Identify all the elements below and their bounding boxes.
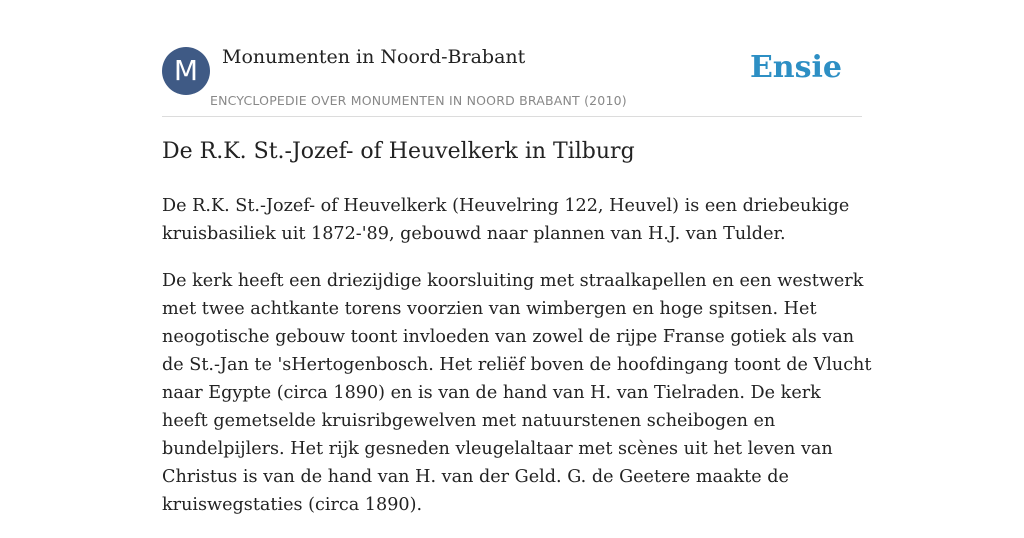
paragraph: De kerk heeft een driezijdige koorsluiting met straalkapellen en een westwerk met twee achtkante torens voorzien van wimbergen en hoge spitsen. Het neogotische gebouw toont invloeden van zowel de rijpe Franse gotiek als van de St.-Jan te 'sHertogenbosch. Het reliëf boven de hoofdingang toont de Vlucht naar Egypte (circa 1890) en is van de hand van H. van Tielraden. De kerk heeft gemetselde kruisribgewelven met natuurstenen scheibogen en bundelpijlers. Het rijk gesneden vleugelaltaar met scènes uit het leven van Christus is van de hand van H. van der Geld. G. de Geetere maakte de kruiswegstaties (circa 1890).	[162, 271, 872, 515]
source-header	[162, 40, 862, 117]
ensie-logo[interactable]: Ensie	[749, 50, 842, 85]
page-title: De R.K. St.-Jozef- of Heuvelkerk in Tilburg	[162, 139, 635, 164]
source-title[interactable]: Monumenten in Noord-Brabant	[222, 46, 526, 68]
article-body	[162, 192, 872, 538]
avatar[interactable]: M	[162, 47, 210, 95]
paragraph: De R.K. St.-Jozef- of Heuvelkerk (Heuvelring 122, Heuvel) is een driebeukige kruisbasiliek uit 1872-'89, gebouwd naar plannen van H.J. van Tulder.	[162, 196, 850, 244]
source-subtitle: ENCYCLOPEDIE OVER MONUMENTEN IN NOORD BRABANT (2010)	[210, 93, 627, 108]
